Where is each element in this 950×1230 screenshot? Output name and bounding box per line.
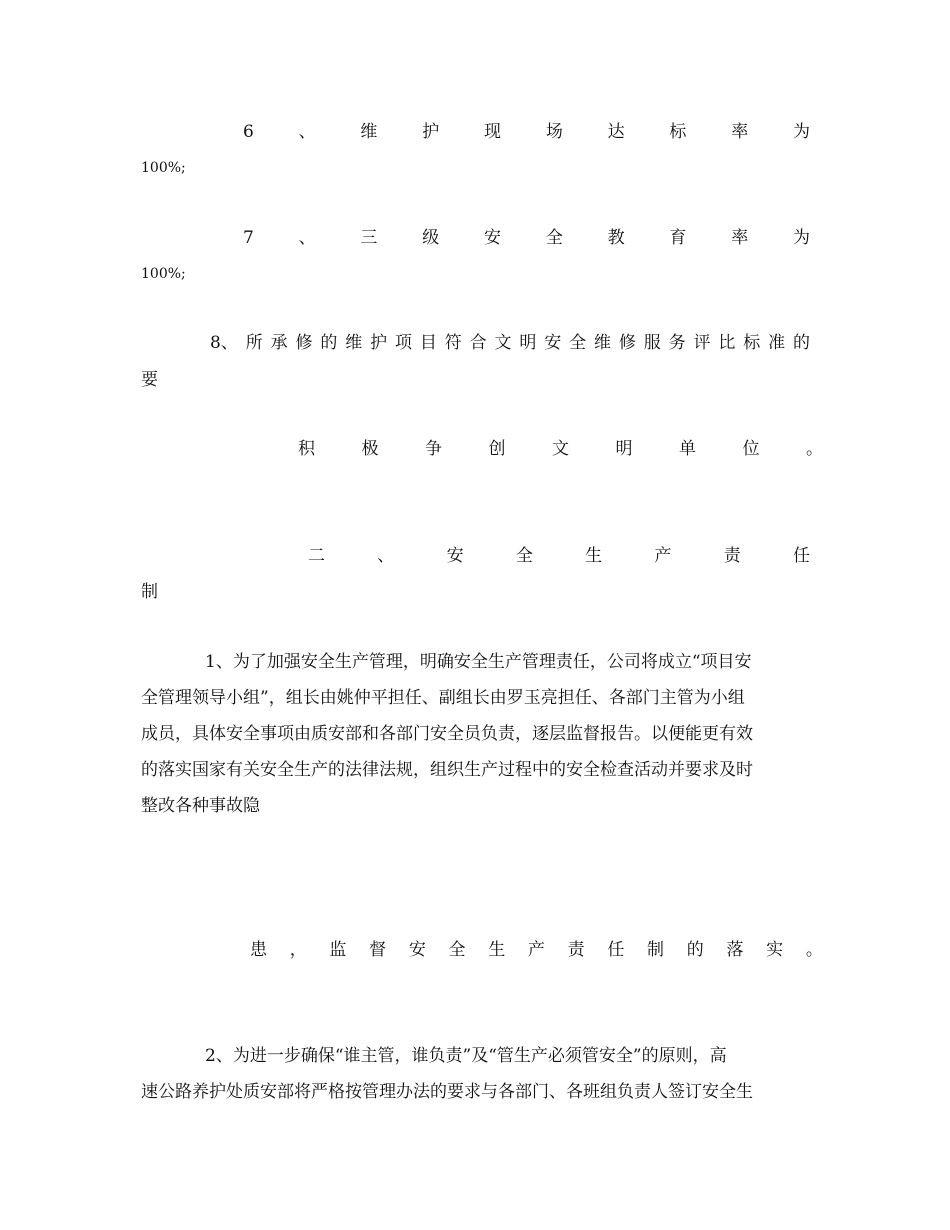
para-2-line: 速公路养护处质安部将严格按管理办法的要求与各部门、各班组负责人签订安全生	[141, 1082, 753, 1102]
char: 全	[545, 228, 563, 248]
char: 为	[793, 228, 810, 248]
item-8-tail: 要	[141, 370, 158, 390]
char: 维	[345, 333, 363, 353]
char: 争	[425, 439, 442, 459]
char: 责	[723, 546, 741, 566]
char: 所	[245, 333, 263, 353]
char: 场	[545, 122, 563, 142]
char: 、	[298, 122, 316, 142]
char: 、	[298, 228, 316, 248]
char: 级	[422, 228, 440, 248]
char: 现	[484, 122, 502, 142]
char: 率	[731, 122, 749, 142]
char: 合	[469, 333, 487, 353]
para-1-line: 全管理领导小组”，组长由姚仲平担任、副组长由罗玉亮担任、各部门主管为小组	[141, 688, 745, 708]
char: 的	[320, 333, 338, 353]
char: 承	[270, 333, 288, 353]
char: 任	[792, 546, 810, 566]
char: 任	[607, 940, 625, 960]
char: 安	[446, 546, 464, 566]
char: 患	[250, 940, 267, 960]
char: 三	[360, 228, 378, 248]
item-6-tail: 100%;	[141, 160, 186, 176]
char: 评	[693, 333, 711, 353]
char: 护	[370, 333, 388, 353]
char: 单	[679, 439, 696, 459]
char: 明	[615, 439, 633, 459]
char: 安	[408, 940, 426, 960]
para-2-line: 2、为进一步确保“谁主管，谁负责”及“管生产必须管安全”的原则，高	[205, 1046, 727, 1066]
char: 安	[484, 228, 502, 248]
char: 为	[793, 122, 810, 142]
item-6-line	[243, 122, 810, 142]
char: 符	[444, 333, 462, 353]
item-8-continuation	[298, 439, 823, 459]
char: 务	[668, 333, 686, 353]
char: 7	[243, 228, 254, 248]
char: 落	[726, 940, 744, 960]
para-1-line: 1、为了加强安全生产管理，明确安全生产管理责任，公司将成立“项目安	[205, 652, 752, 672]
char: 修	[618, 333, 636, 353]
char: ，	[289, 940, 307, 960]
char: 安	[544, 333, 562, 353]
char: 维	[593, 333, 611, 353]
char: 。	[805, 940, 823, 960]
char: 二	[308, 546, 325, 566]
char: 位	[742, 439, 760, 459]
char: 实	[766, 940, 784, 960]
char: 准	[768, 333, 786, 353]
char: 督	[369, 940, 387, 960]
item-7-tail: 100%;	[141, 266, 186, 282]
char: 达	[607, 122, 625, 142]
char: 育	[669, 228, 687, 248]
char: 比	[718, 333, 736, 353]
char: 产	[654, 546, 672, 566]
section-2-heading	[308, 546, 810, 566]
char: 率	[731, 228, 749, 248]
para-1-line: 成员，具体安全事项由质安部和各部门安全员负责，逐层监督报告。以便能更有效	[141, 724, 753, 744]
char: 的	[792, 333, 810, 353]
char: 教	[607, 228, 625, 248]
char: 全	[569, 333, 587, 353]
char: 生	[585, 546, 603, 566]
char: 全	[515, 546, 533, 566]
char: 。	[806, 439, 823, 459]
char: 积	[298, 439, 315, 459]
char: 制	[647, 940, 665, 960]
para-1-continuation	[250, 940, 823, 960]
char: 项	[394, 333, 412, 353]
char: 、	[377, 546, 395, 566]
char: 护	[422, 122, 440, 142]
char: 全	[448, 940, 466, 960]
char: 监	[329, 940, 347, 960]
char: 生	[488, 940, 506, 960]
item-7-line	[243, 228, 810, 248]
char: 责	[567, 940, 585, 960]
para-1-line: 的落实国家有关安全生产的法律法规，组织生产过程中的安全检查活动并要求及时	[141, 760, 753, 780]
char: 创	[488, 439, 506, 459]
char: 的	[686, 940, 704, 960]
char: 维	[360, 122, 378, 142]
char: 极	[361, 439, 379, 459]
char: 文	[494, 333, 512, 353]
char: 文	[552, 439, 569, 459]
char: 6	[243, 122, 254, 142]
char: 目	[419, 333, 437, 353]
char: 产	[527, 940, 545, 960]
char: 标	[669, 122, 687, 142]
char: 标	[743, 333, 761, 353]
char: 明	[519, 333, 537, 353]
char: 修	[295, 333, 313, 353]
item-8-line	[210, 333, 810, 353]
char: 服	[643, 333, 661, 353]
para-1-line: 整改各种事故隐	[141, 796, 260, 816]
char: 8、	[210, 333, 238, 353]
section-2-heading-tail: 制	[141, 582, 158, 602]
